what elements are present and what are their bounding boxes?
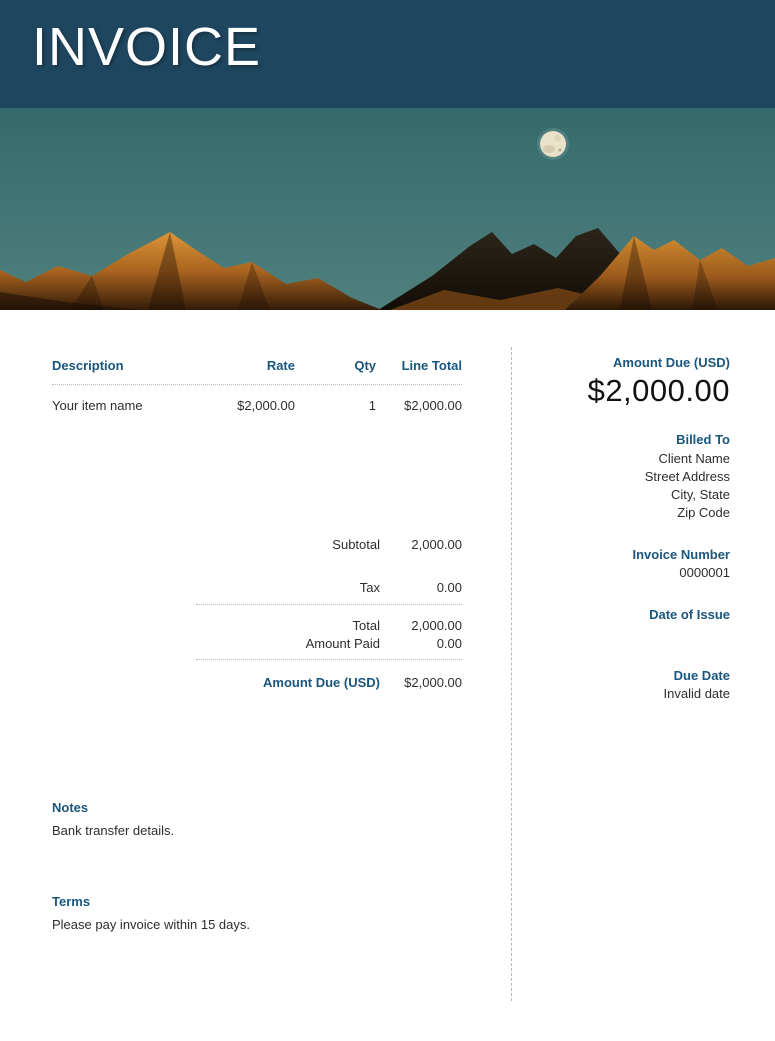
subtotal-row xyxy=(196,537,462,552)
billed-to-street-address: Street Address xyxy=(644,469,730,484)
item-description: Your item name xyxy=(52,398,143,413)
invoice-header xyxy=(0,0,775,108)
column-header-qty: Qty xyxy=(354,358,376,373)
tax-value: 0.00 xyxy=(436,580,462,595)
subtotal-value: 2,000.00 xyxy=(411,537,462,552)
date-of-issue-label: Date of Issue xyxy=(649,607,730,622)
total-label: Total xyxy=(352,618,380,633)
amount-due-label: Amount Due (USD) xyxy=(263,675,380,690)
terms-text: Please pay invoice within 15 days. xyxy=(52,917,251,932)
item-rate: $2,000.00 xyxy=(237,398,295,413)
totals-section xyxy=(196,530,462,700)
totals-divider xyxy=(196,659,462,660)
billed-to-client-name: Client Name xyxy=(658,451,730,466)
invoice-number-label: Invoice Number xyxy=(632,547,730,562)
mountain-landscape-illustration xyxy=(0,108,775,310)
subtotal-label: Subtotal xyxy=(332,537,380,552)
invoice-title: INVOICE xyxy=(32,17,262,77)
total-value: 2,000.00 xyxy=(411,618,462,633)
tax-row xyxy=(196,580,462,595)
total-row xyxy=(196,618,462,633)
moon xyxy=(537,128,569,160)
amount-paid-label: Amount Paid xyxy=(305,636,380,651)
billed-to-label: Billed To xyxy=(676,432,730,447)
totals-divider xyxy=(196,604,462,605)
summary-amount-due-label: Amount Due (USD) xyxy=(613,355,730,370)
column-header-description: Description xyxy=(52,358,124,373)
item-line-total: $2,000.00 xyxy=(404,398,462,413)
amount-paid-value: 0.00 xyxy=(436,636,462,651)
item-row xyxy=(52,385,462,413)
column-divider xyxy=(511,347,512,1001)
tax-label: Tax xyxy=(359,580,380,595)
due-date-value: Invalid date xyxy=(663,686,730,701)
column-header-rate: Rate xyxy=(266,358,295,373)
column-header-line-total: Line Total xyxy=(401,358,462,373)
billed-to-city-state: City, State xyxy=(670,487,730,502)
billed-to-zip-code: Zip Code xyxy=(677,505,730,520)
due-date-label: Due Date xyxy=(673,668,730,683)
items-table-header xyxy=(52,358,462,385)
item-qty: 1 xyxy=(368,398,376,413)
invoice-number-value: 0000001 xyxy=(679,565,730,580)
amount-due-row xyxy=(196,675,462,690)
notes-text: Bank transfer details. xyxy=(52,823,175,838)
amount-paid-row xyxy=(196,636,462,651)
items-table xyxy=(52,358,462,413)
terms-label: Terms xyxy=(52,894,91,909)
hero-image xyxy=(0,108,775,310)
amount-due-value: $2,000.00 xyxy=(404,675,462,690)
notes-label: Notes xyxy=(52,800,89,815)
summary-amount-due-value: $2,000.00 xyxy=(587,373,730,408)
